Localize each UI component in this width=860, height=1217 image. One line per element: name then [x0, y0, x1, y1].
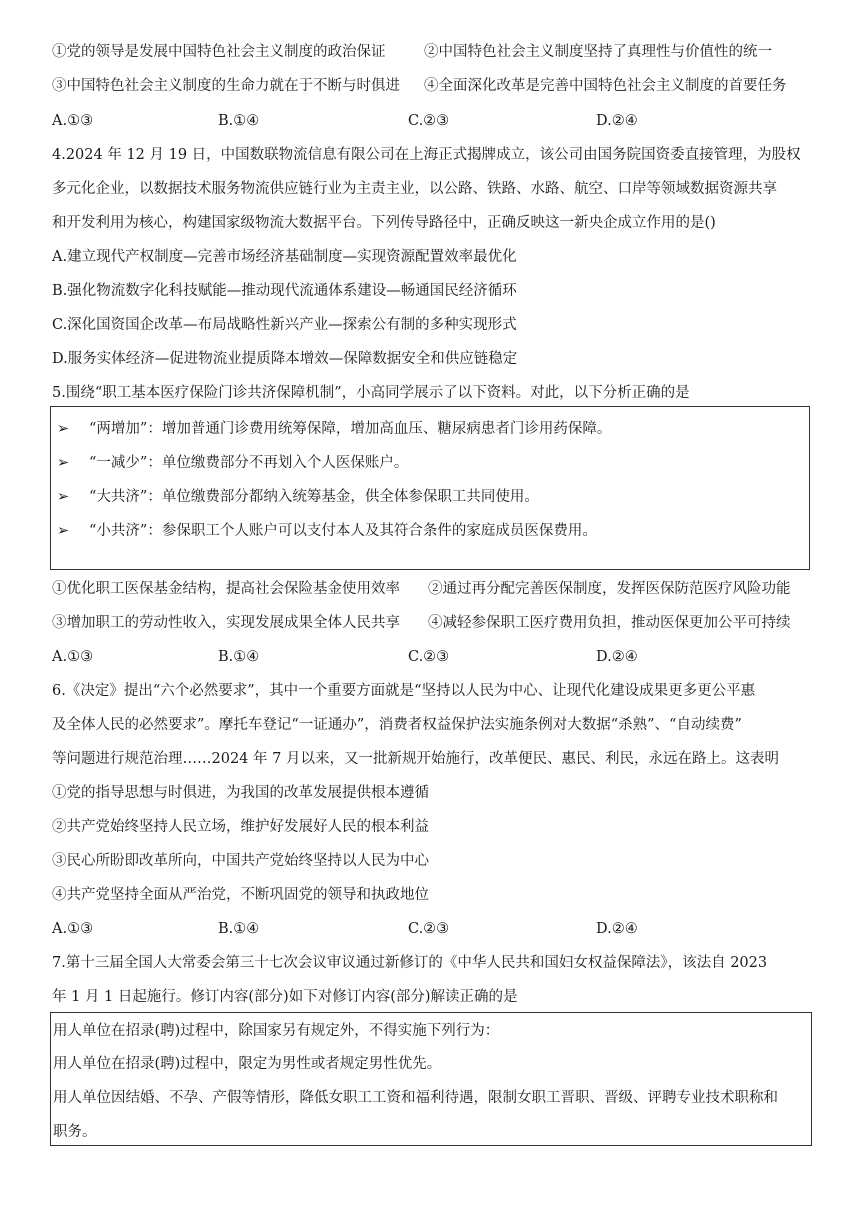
q6-options	[52, 919, 812, 939]
q3-statement-row-1	[52, 42, 812, 62]
q4-stem-line-3: 和开发利用为核心，构建国家级物流大数据平台。下列传导路径中，正确反映这一新央企成立作用的是()	[52, 215, 716, 231]
q3-option-c[interactable]: C.②③	[408, 113, 450, 129]
arrow-bullet-icon: ➢	[57, 523, 70, 539]
q5-box-item-text: “两增加”：增加普通门诊费用统筹保障，增加高血压、糖尿病患者门诊用药保障。	[89, 421, 612, 437]
q7-excerpt-line: 职务。	[53, 1124, 97, 1140]
q5-option-d[interactable]: D.②④	[596, 649, 638, 665]
q5-statement-1: ①优化职工医保基金结构，提高社会保险基金使用效率	[52, 581, 400, 597]
q4-stem-line-1: 4.2024 年 12 月 19 日，中国数联物流信息有限公司在上海正式揭牌成立，该公司由国务院国资委直接管理，为股权	[52, 147, 801, 163]
q6-statement-3: ③民心所盼即改革所向，中国共产党始终坚持以人民为中心	[52, 853, 429, 869]
q4-option-b[interactable]: B.强化物流数字化科技赋能—推动现代流通体系建设—畅通国民经济循环	[52, 283, 517, 299]
q5-option-a[interactable]: A.①③	[52, 649, 94, 665]
q6-statement-1: ①党的指导思想与时俱进，为我国的改革发展提供根本遵循	[52, 785, 429, 801]
q5-option-b[interactable]: B.①④	[218, 649, 260, 665]
q5-statement-2: ②通过再分配完善医保制度，发挥医保防范医疗风险功能	[428, 581, 791, 597]
q3-option-a[interactable]: A.①③	[52, 113, 94, 129]
q5-box-item	[51, 419, 809, 439]
q5-box-item-text: “大共济”：单位缴费部分都纳入统筹基金，供全体参保职工共同使用。	[89, 489, 539, 505]
q5-box-item	[51, 521, 809, 541]
q6-option-a[interactable]: A.①③	[52, 921, 94, 937]
q7-excerpt-line: 用人单位因结婚、不孕、产假等情形，降低女职工工资和福利待遇，限制女职工晋职、晋级、评聘专业技术职称和	[53, 1090, 778, 1106]
q7-excerpt-box	[50, 1012, 812, 1146]
q5-box-item-text: “小共济”：参保职工个人账户可以支付本人及其符合条件的家庭成员医保费用。	[89, 523, 597, 539]
q5-statement-row-1	[52, 579, 812, 599]
q5-option-c[interactable]: C.②③	[408, 649, 450, 665]
q6-statement-4: ④共产党坚持全面从严治党，不断巩固党的领导和执政地位	[52, 887, 429, 903]
q3-option-b[interactable]: B.①④	[218, 113, 260, 129]
q3-statement-2: ②中国特色社会主义制度坚持了真理性与价值性的统一	[424, 44, 772, 60]
q6-statement-2: ②共产党始终坚持人民立场，维护好发展好人民的根本利益	[52, 819, 429, 835]
arrow-bullet-icon: ➢	[57, 489, 70, 505]
q4-option-a[interactable]: A.建立现代产权制度—完善市场经济基础制度—实现资源配置效率最优化	[52, 249, 517, 265]
q5-statement-4: ④减轻参保职工医疗费用负担，推动医保更加公平可持续	[428, 615, 791, 631]
q7-stem-line-2: 年 1 月 1 日起施行。修订内容(部分)如下对修订内容(部分)解读正确的是	[52, 989, 518, 1005]
q3-options	[52, 111, 812, 131]
arrow-bullet-icon: ➢	[57, 455, 70, 471]
q6-option-c[interactable]: C.②③	[408, 921, 450, 937]
q6-stem-line-1: 6.《决定》提出“六个必然要求”，其中一个重要方面就是“坚持以人民为中心、让现代化建设成果更多更公平惠	[52, 683, 756, 699]
q5-box-item	[51, 453, 809, 473]
q3-statement-3: ③中国特色社会主义制度的生命力就在于不断与时俱进	[52, 78, 400, 94]
q5-options	[52, 647, 812, 667]
q6-option-b[interactable]: B.①④	[218, 921, 260, 937]
q3-statement-row-2	[52, 76, 812, 96]
q7-excerpt-line: 用人单位在招录(聘)过程中，限定为男性或者规定男性优先。	[53, 1056, 442, 1072]
arrow-bullet-icon: ➢	[57, 421, 70, 437]
q5-statement-row-2	[52, 613, 812, 633]
q6-stem-line-3: 等问题进行规范治理……2024 年 7 月以来，又一批新规开始施行，改革便民、惠民、利民，永远在路上。这表明	[52, 751, 779, 767]
q5-stem: 5.围绕“职工基本医疗保险门诊共济保障机制”，小高同学展示了以下资料。对此，以下分析正确的是	[52, 385, 690, 401]
q5-box-item	[51, 487, 809, 507]
q4-option-c[interactable]: C.深化国资国企改革—布局战略性新兴产业—探索公有制的多种实现形式	[52, 317, 517, 333]
q3-statement-1: ①党的领导是发展中国特色社会主义制度的政治保证	[52, 44, 386, 60]
q3-statement-4: ④全面深化改革是完善中国特色社会主义制度的首要任务	[424, 78, 787, 94]
q7-excerpt-line: 用人单位在招录(聘)过程中，除国家另有规定外，不得实施下列行为：	[53, 1023, 500, 1039]
q3-option-d[interactable]: D.②④	[596, 113, 638, 129]
q5-box-item-text: “一减少”：单位缴费部分不再划入个人医保账户。	[89, 455, 409, 471]
q4-stem-line-2: 多元化企业，以数据技术服务物流供应链行业为主责主业，以公路、铁路、水路、航空、口岸等领域数据资源共享	[52, 181, 777, 197]
q6-stem-line-2: 及全体人民的必然要求”。摩托车登记“一证通办”，消费者权益保护法实施条例对大数据“杀熟”、“自动续费”	[52, 717, 742, 733]
q6-option-d[interactable]: D.②④	[596, 921, 638, 937]
q7-stem-line-1: 7.第十三届全国人大常委会第三十七次会议审议通过新修订的《中华人民共和国妇女权益保障法》，该法自 2023	[52, 955, 768, 971]
q5-material-box	[50, 406, 810, 570]
q5-statement-3: ③增加职工的劳动性收入，实现发展成果全体人民共享	[52, 615, 400, 631]
q4-option-d[interactable]: D.服务实体经济—促进物流业提质降本增效—保障数据安全和供应链稳定	[52, 351, 518, 367]
